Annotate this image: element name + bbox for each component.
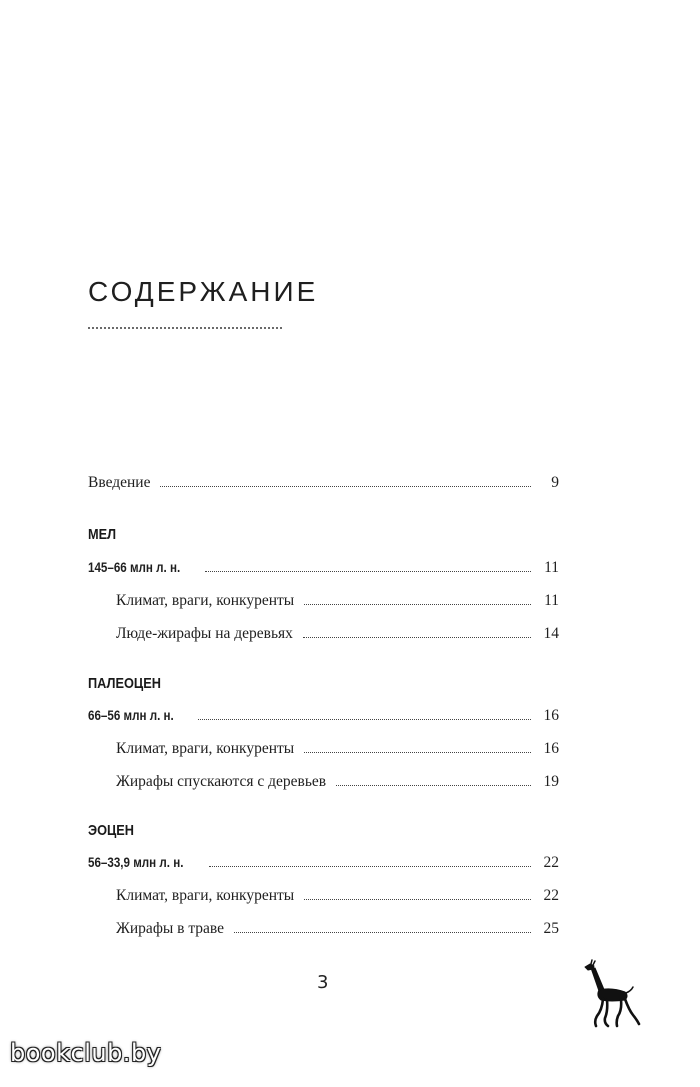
toc-entry-label: Введение	[88, 474, 151, 491]
toc-entry-label: Люде-жирафы на деревьях	[116, 625, 293, 642]
watermark: bookclub.by	[10, 1039, 162, 1067]
toc-entry[interactable]	[116, 625, 559, 643]
dot-leader	[209, 866, 531, 867]
toc-page-number: 16	[543, 707, 559, 724]
page-title: СОДЕРЖАНИЕ	[88, 276, 319, 307]
toc-page-number: 22	[543, 887, 559, 904]
toc-entry-intro[interactable]	[88, 474, 559, 492]
title-underline	[88, 327, 282, 329]
toc-period-paleocene[interactable]	[88, 707, 559, 725]
section-heading-mel: МЕЛ	[88, 526, 117, 543]
toc-page-number: 25	[543, 920, 559, 937]
toc-entry[interactable]	[116, 740, 559, 758]
toc-entry[interactable]	[116, 887, 559, 905]
dot-leader	[303, 637, 531, 638]
dot-leader	[198, 719, 531, 720]
toc-entry[interactable]	[116, 592, 559, 610]
toc-page-number: 11	[544, 592, 559, 609]
toc-entry-label: Жирафы спускаются с деревьев	[116, 773, 327, 790]
toc-entry[interactable]	[116, 773, 559, 791]
dot-leader	[304, 604, 531, 605]
toc-page-number: 11	[544, 559, 559, 576]
giraffe-icon	[581, 958, 645, 1030]
page-number: 3	[317, 972, 329, 993]
dot-leader	[160, 486, 531, 487]
toc-page-number: 16	[543, 740, 559, 757]
toc-page-number: 19	[543, 773, 559, 790]
toc-page-number: 9	[551, 474, 559, 491]
toc-entry-label: Климат, враги, конкуренты	[116, 740, 295, 757]
section-heading-paleocene: ПАЛЕОЦЕН	[88, 675, 161, 692]
toc-period-eocene[interactable]	[88, 854, 559, 872]
toc-page-number: 22	[543, 854, 559, 871]
dot-leader	[336, 785, 531, 786]
toc-entry-label: Жирафы в траве	[116, 920, 225, 937]
toc-entry-label: Климат, враги, конкуренты	[116, 887, 295, 904]
toc-period-label: 66–56 млн л. н.	[88, 708, 174, 723]
toc-period-mel[interactable]	[88, 559, 559, 577]
dot-leader	[234, 932, 531, 933]
toc-period-label: 56–33,9 млн л. н.	[88, 855, 184, 870]
toc-period-label: 145–66 млн л. н.	[88, 560, 181, 575]
toc-entry-label: Климат, враги, конкуренты	[116, 592, 295, 609]
dot-leader	[304, 752, 531, 753]
toc-entry[interactable]	[116, 920, 559, 938]
toc-page-number: 14	[543, 625, 559, 642]
dot-leader	[205, 571, 531, 572]
dot-leader	[304, 899, 531, 900]
section-heading-eocene: ЭОЦЕН	[88, 822, 135, 839]
